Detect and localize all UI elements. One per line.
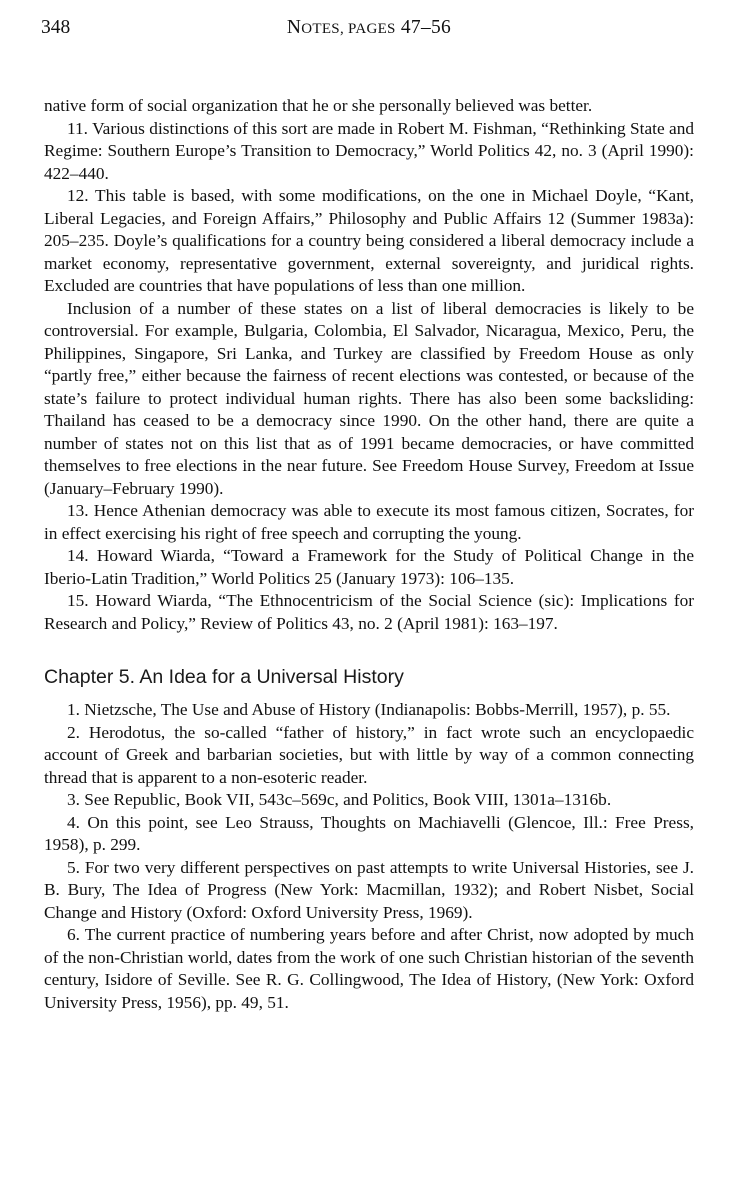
running-title-smallcaps: OTES, PAGES xyxy=(301,21,396,37)
book-page xyxy=(41,14,694,1014)
note-12: 12. This table is based, with some modifications, on the one in Michael Doyle, “Kant, Liberal Legacies, and Foreign Affairs,” Philosophy and Public Affairs 12 (Summer 1983a): 205–235. Doyle’s qualifications for a country being considered a liberal democracy include a market economy, representative government, external sovereignty, and juridical rights. Excluded are countries that have populations of less than one million. xyxy=(44,186,694,295)
running-title-range: 47–56 xyxy=(395,17,452,38)
note-11: 11. Various distinctions of this sort are made in Robert M. Fishman, “Rethinking State and Regime: Southern Europe’s Transition to Democracy,” World Politics 42, no. 3 (April 1990): 422–440. xyxy=(44,118,694,183)
running-head xyxy=(41,14,694,46)
chapter-note-6: 6. The current practice of numbering years before and after Christ, now adopted by much of the non-Christian world, dates from the work of one such Christian historian of the seventh century, Isidore of Seville. See R. G. Collingwood, The Idea of History, (New York: Oxford University Press, 1956), pp. 49, 51. xyxy=(44,925,694,1012)
chapter-note-2: 2. Herodotus, the so-called “father of history,” in fact wrote such an encyclopaedic account of Greek and barbarian societies, but with little by way of a common connecting thread that is apparent to a non-esoteric reader. xyxy=(44,722,694,787)
running-title xyxy=(44,14,694,43)
note-12-continued: Inclusion of a number of these states on a list of liberal democracies is likely to be controversial. For example, Bulgaria, Colombia, El Salvador, Nicaragua, Mexico, Peru, the Philippines, Singapore, Sri Lanka, and Turkey are classified by Freedom House as only “partly free,” either because the fairness of recent elections was contested, or because of the state’s failure to protect individual human rights. There has also been some backsliding: Thailand has ceased to be a democracy since 1990. On the other hand, there are quite a number of states not on this list that as of 1991 became democracies, or have committed themselves to free elections in the near future. See Freedom House Survey, Freedom at Issue (January–February 1990). xyxy=(44,298,694,498)
chapter-note-4: 4. On this point, see Leo Strauss, Thoughts on Machiavelli (Glencoe, Ill.: Free Press, 1958), p. 299. xyxy=(44,812,694,854)
note-14: 14. Howard Wiarda, “Toward a Framework for the Study of Political Change in the Iberio-Latin Tradition,” World Politics 25 (January 1973): 106–135. xyxy=(44,546,694,588)
chapter-heading: Chapter 5. An Idea for a Universal History xyxy=(44,666,404,688)
running-title-initial: N xyxy=(286,17,302,38)
note-15: 15. Howard Wiarda, “The Ethnocentricism of the Social Science (sic): Implications for Research and Policy,” Review of Politics 43, no. 2 (April 1981): 163–197. xyxy=(44,591,694,633)
notes-body xyxy=(44,95,694,1014)
chapter-note-5: 5. For two very different perspectives on past attempts to write Universal Histories, see J. B. Bury, The Idea of Progress (New York: Macmillan, 1932); and Robert Nisbet, Social Change and History (Oxford: Oxford University Press, 1969). xyxy=(44,857,694,922)
page-number: 348 xyxy=(41,17,71,38)
note-13: 13. Hence Athenian democracy was able to execute its most famous citizen, Socrates, for in effect exercising his right of free speech and corrupting the young. xyxy=(44,501,694,543)
chapter-note-1: 1. Nietzsche, The Use and Abuse of History (Indianapolis: Bobbs-Merrill, 1957), p. 55. xyxy=(67,700,671,719)
note-continuation: native form of social organization that he or she personally believed was better. xyxy=(44,96,593,115)
chapter-note-3: 3. See Republic, Book VII, 543c–569c, and Politics, Book VIII, 1301a–1316b. xyxy=(67,790,612,809)
